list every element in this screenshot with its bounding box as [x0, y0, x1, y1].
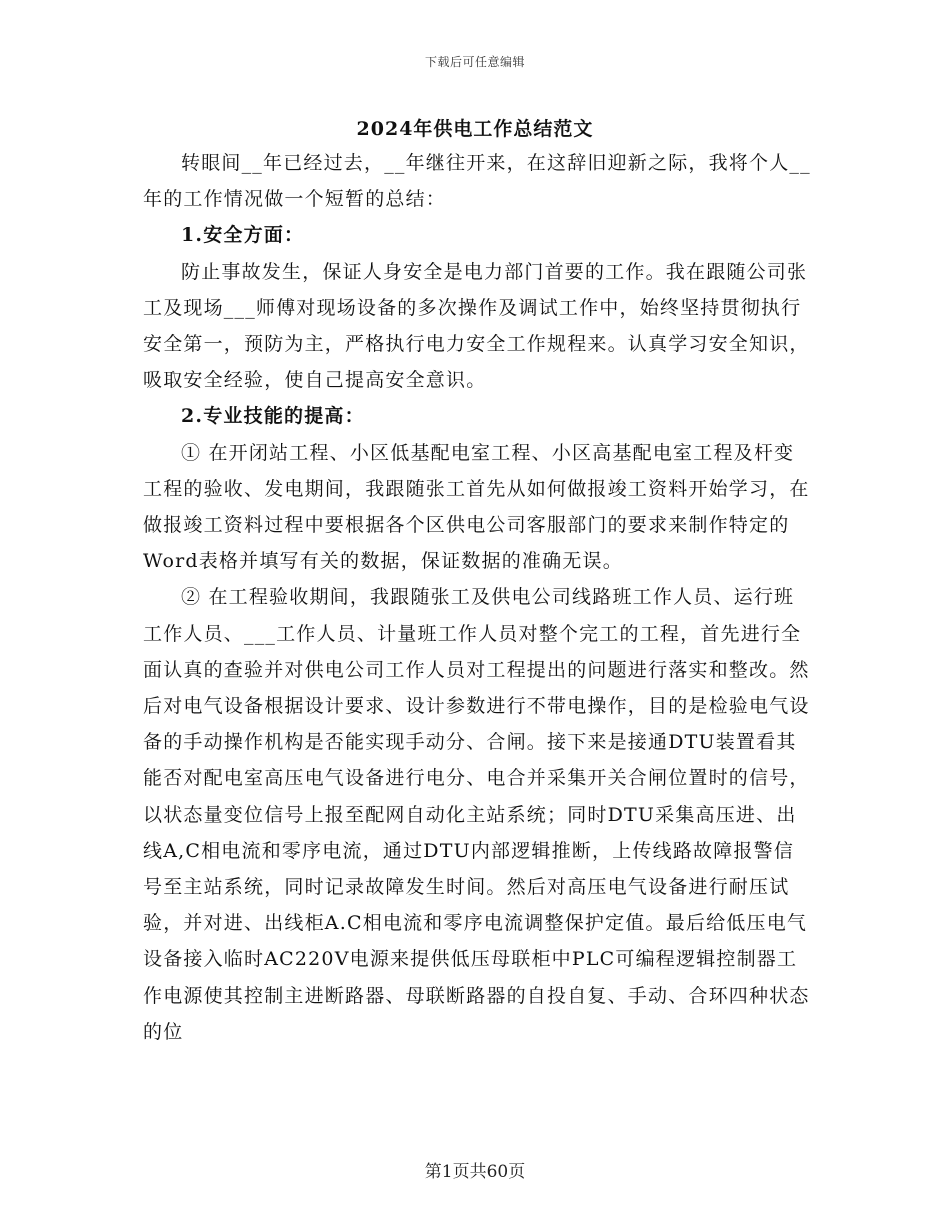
section-heading-skills: 2.专业技能的提高：: [181, 405, 365, 428]
page-header-note: 下载后可任意编辑: [424, 55, 525, 69]
skills-paragraph-1: ① 在开闭站工程、小区低基配电室工程、小区高基配电室工程及杆变工程的验收、发电期间，我跟随张工首先从如何做报竣工资料开始学习，在做报竣工资料过程中要根据各个区供电公司客服部门的要求来制作特定的Word表格并填写有关的数据，保证数据的准确无误。: [143, 441, 810, 573]
page-number: 第1页共60页: [424, 1162, 526, 1182]
intro-paragraph: 转眼间__年已经过去，__年继往开来，在这辞旧迎新之际，我将个人__年的工作情况做一个短暂的总结：: [143, 152, 811, 211]
safety-paragraph: 防止事故发生，保证人身安全是电力部门首要的工作。我在跟随公司张工及现场___师傅对现场设备的多次操作及调试工作中，始终坚持贯彻执行安全第一，预防为主，严格执行电力安全工作规程来。认真学习安全知识，吸取安全经验，使自己提高安全意识。: [143, 260, 810, 392]
skills-paragraph-2: ② 在工程验收期间，我跟随张工及供电公司线路班工作人员、运行班工作人员、___工作人员、计量班工作人员对整个完工的工程，首先进行全面认真的查验并对供电公司工作人员对工程提出的问题进行落实和整改。然后对电气设备根据设计要求、设计参数进行不带电操作，目的是检验电气设备的手动操作机构是否能实现手动分、合闸。接下来是接通DTU装置看其能否对配电室高压电气设备进行电分、电合并采集开关合闸位置时的信号，以状态量变位信号上报至配网自动化主站系统；同时DTU采集高压进、出线A,C相电流和零序电流，通过DTU内部逻辑推断，上传线路故障报警信号至主站系统，同时记录故障发生时间。然后对高压电气设备进行耐压试验，并对进、出线柜A.C相电流和零序电流调整保护定值。最后给低压电气设备接入临时AC220V电源来提供低压母联柜中PLC可编程逻辑控制器工作电源使其控制主进断路器、母联断路器的自投自复、手动、合环四种状态的位: [143, 586, 810, 1043]
document-title: 2024年供电工作总结范文: [356, 118, 594, 140]
document-body: [143, 145, 813, 1050]
section-heading-safety: 1.安全方面：: [181, 224, 305, 247]
